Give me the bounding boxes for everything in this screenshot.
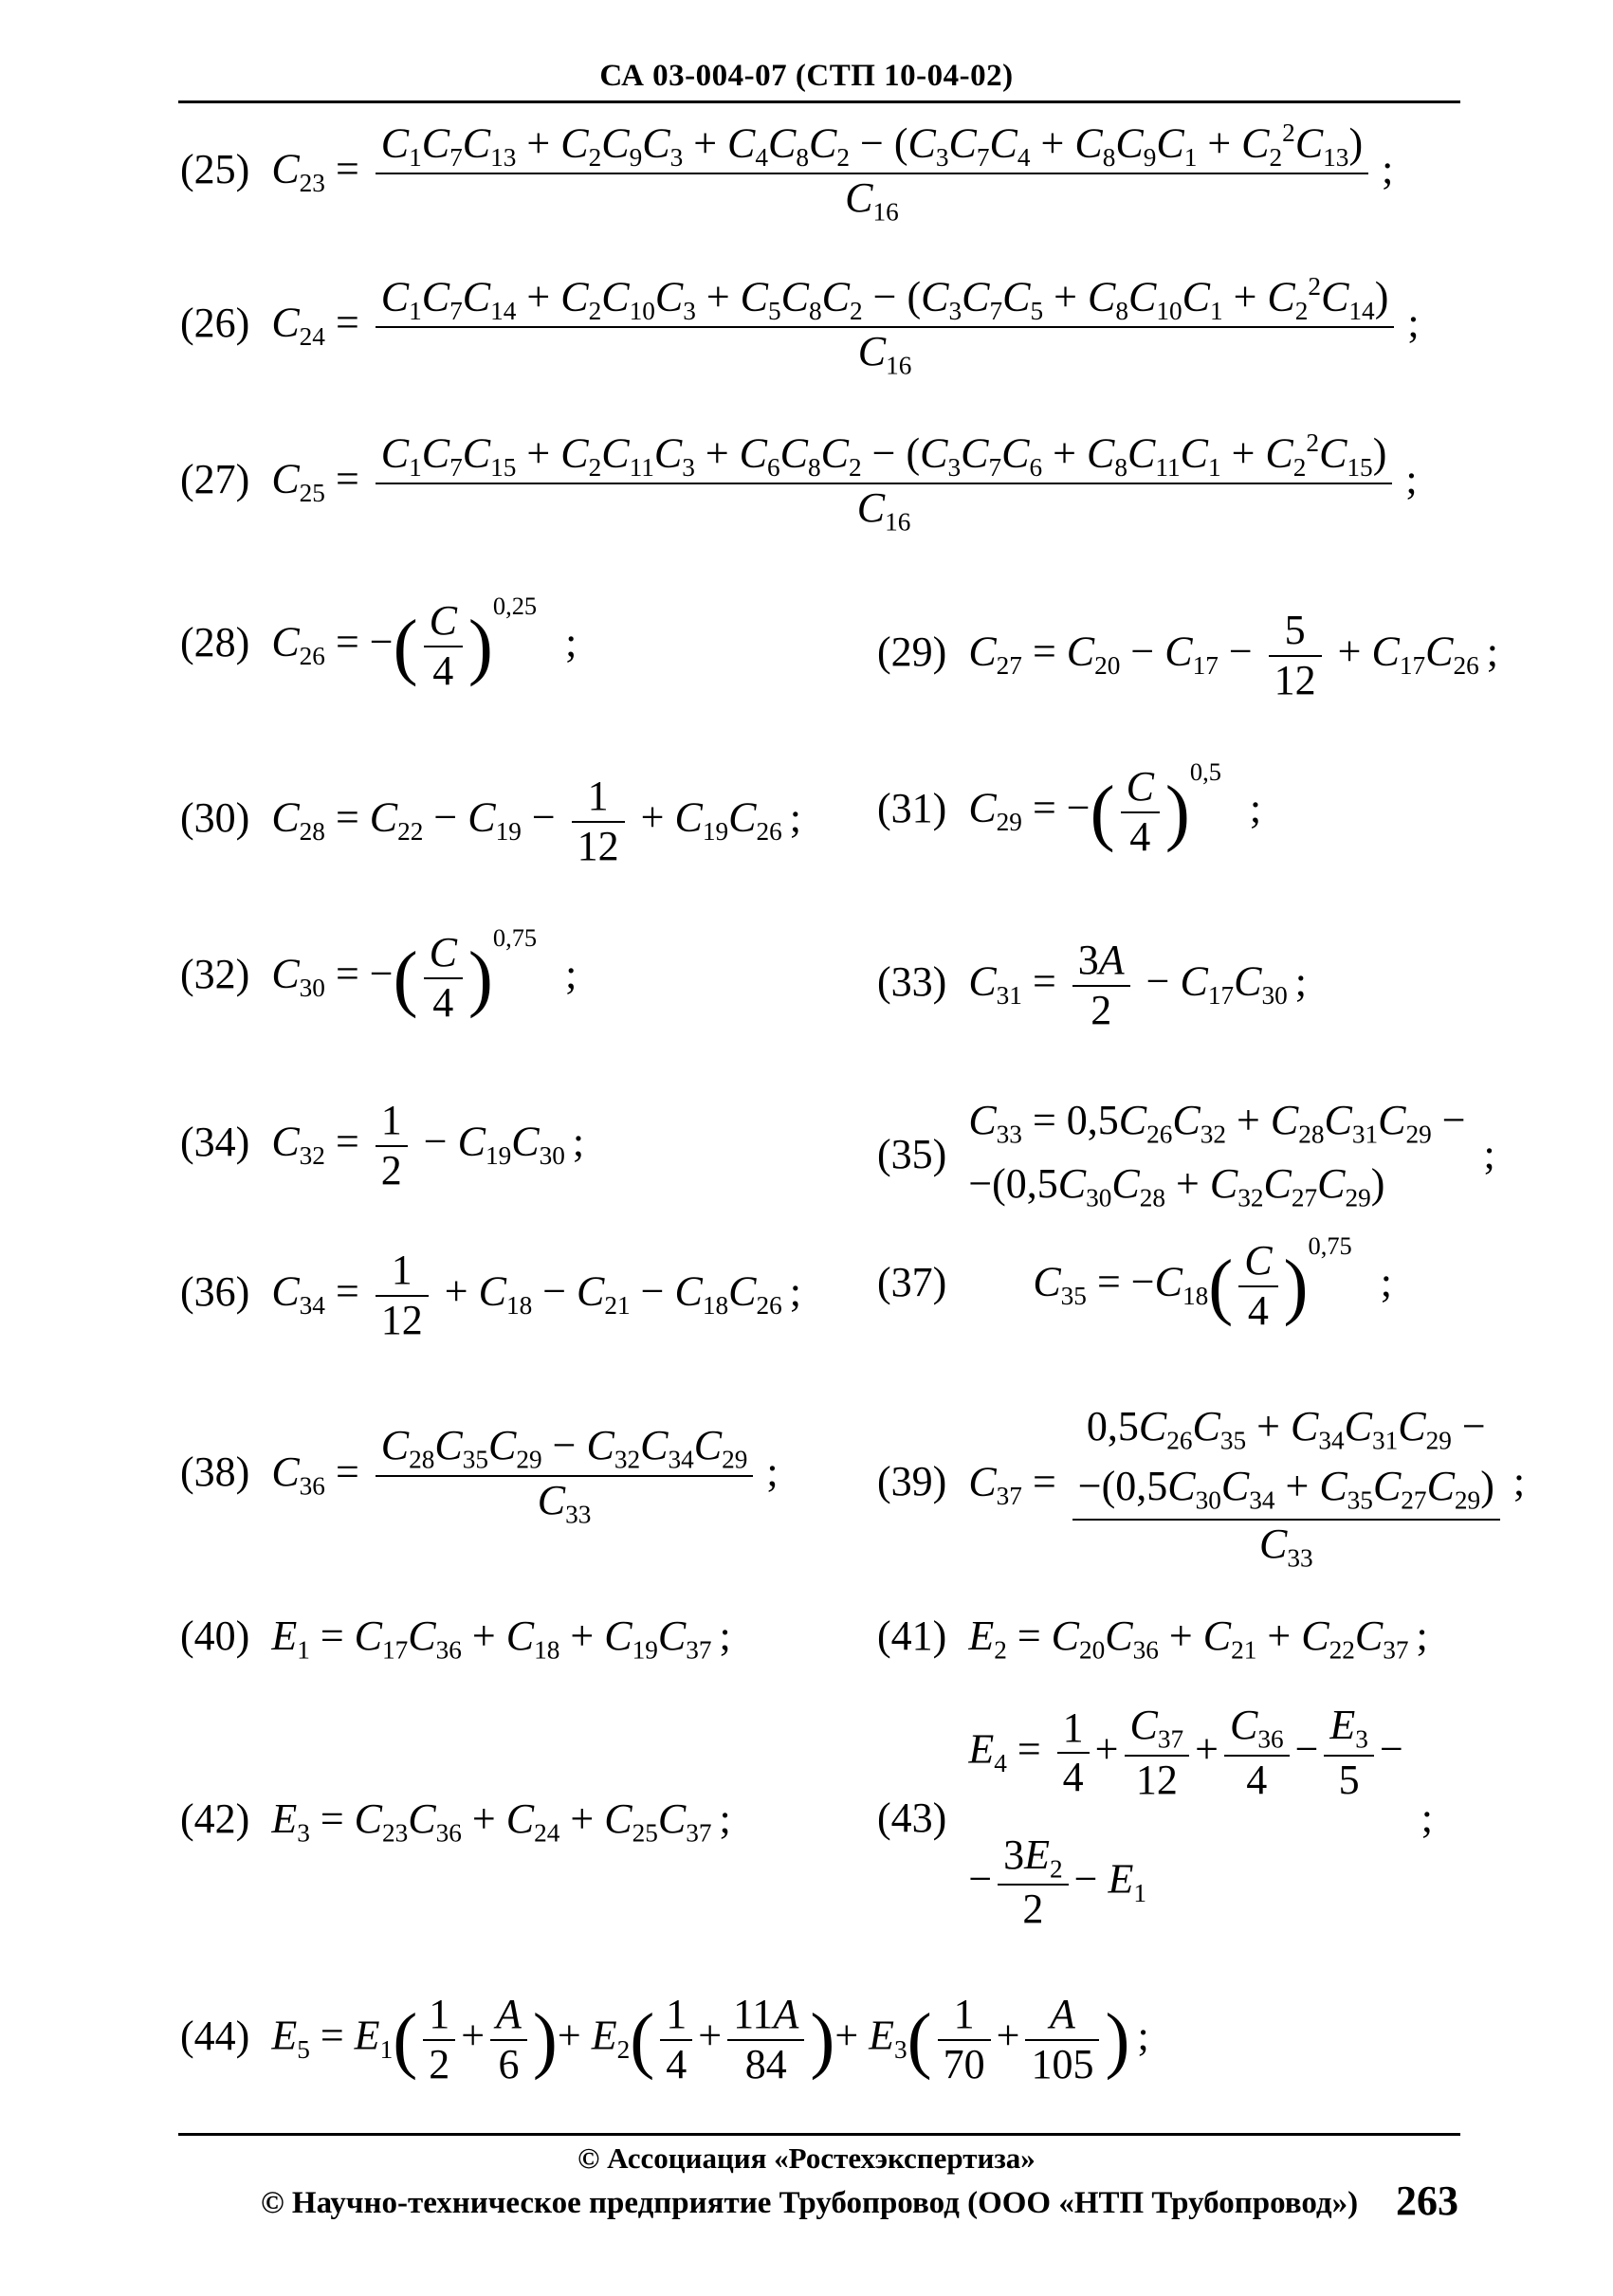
equation-41: (41) $E_2 = C_{20}C_{36} + C_{21} + C_{22}C_{37}$ ; [877, 1613, 1428, 1665]
document-header: СА 03-004-07 (СТП 10-04-02) [599, 59, 1014, 93]
equation-37: (37) $C_{35} = -C_{18}$( $\frac{C}{4}$ )0,75 ; [877, 1231, 1392, 1334]
equation-40: (40) $E_1 = C_{17}C_{36} + C_{18} + C_{19}C_{37}$ ; [180, 1613, 731, 1665]
header-rule [178, 100, 1460, 103]
equation-34: (34) $C_{32}$ = $\frac{1}{2}$ − $C_{19}C_{30}$ ; [180, 1097, 585, 1194]
page-number: 263 [1396, 2178, 1458, 2224]
footer-copyright-enterprise: © Научно-техническое предприятие Трубопровод (ООО «НТП Трубопровод») [261, 2186, 1359, 2220]
equation-36: (36) $C_{34}$ = $\frac{1}{12}$ + $C_{18} - C_{21} - C_{18}C_{26}$ ; [180, 1247, 801, 1343]
equation-30: (30) $C_{28} = C_{22} - C_{19}$ − $\frac{1}{12}$ + $C_{19}C_{26}$ ; [180, 773, 801, 869]
equation-27: (27) $C_{25}$ = $\frac{C_1C_7C_{15} + C_2C_{11}C_3 + C_6C_8C_2 - (C_3C_7C_6 + C_8C_{11}C_1 + C_2^2C_{15})}{C_{16}}$ ; [180, 428, 1418, 537]
equation-38: (38) $C_{36}$ = $\frac{C_{28}C_{35}C_{29} - C_{32}C_{34}C_{29}}{C_{33}}$ ; [180, 1422, 779, 1529]
footer-rule [178, 2133, 1460, 2136]
equation-28: (28) $C_{26}$ = −( $\frac{C}{4}$ )0,25 ; [180, 592, 577, 694]
equation-43: (43) $E_4$ = $\frac{1}{4}$ + $\frac{C_{37}}{12}$ + $\frac{C_{36}}{4}$ − $\frac{E_3}{5}$ − − $\frac{3E_2}{2}$ − $E_1$ ; [877, 1702, 1433, 1933]
equation-26: (26) $C_{24}$ = $\frac{C_1C_7C_{14} + C_2C_{10}C_3 + C_5C_8C_2 - (C_3C_7C_5 + C_8C_{10}C_1 + C_2^2C_{14})}{C_{16}}$ ; [180, 272, 1420, 380]
equation-42: (42) $E_3 = C_{23}C_{36} + C_{24} + C_{25}C_{37}$ ; [180, 1795, 731, 1848]
equation-44: (44) $E_5 = E_1$( $\frac{1}{2}$ + $\frac{A}{6}$ )+ $E_2$( $\frac{1}{4}$ + $\frac{11A}{84}$ )+ $E_3$( $\frac{1}{70}$ + $\frac{A}{105}$ ) ; [180, 1991, 1149, 2087]
footer-copyright-association: © Ассоциация «Ростехэкспертиза» [577, 2141, 1036, 2175]
equation-29: (29) $C_{27} = C_{20} - C_{17}$ − $\frac{5}{12}$ + $C_{17}C_{26}$ ; [877, 607, 1498, 703]
equation-33: (33) $C_{31}$ = $\frac{3A}{2}$ − $C_{17}C_{30}$ ; [877, 937, 1307, 1033]
equation-25: (25) $C_{23}$ = $\frac{C_1C_7C_{13} + C_2C_9C_3 + C_4C_8C_2 - (C_3C_7C_4 + C_8C_9C_1 + C_2^2C_{13})}{C_{16}}$ ; [180, 118, 1394, 227]
equation-31: (31) $C_{29}$ = −( $\frac{C}{4}$ )0,5 ; [877, 757, 1262, 860]
equation-39: (39) $C_{37}$ = $0,5C_{26}C_{35} + C_{34}C_{31}C_{29}$ − $-(0,5C_{30}C_{34} + C_{35}C_{27}C_{29})$ $C_{33}$ ; [877, 1398, 1525, 1574]
equation-32: (32) $C_{30}$ = −( $\frac{C}{4}$ )0,75 ; [180, 923, 577, 1026]
equation-35: (35) $C_{33} = 0,5C_{26}C_{32} + C_{28}C_{31}C_{29}$ − $-(0,5C_{30}C_{28} + C_{32}C_{27}C_{29})$ ; [877, 1097, 1495, 1212]
